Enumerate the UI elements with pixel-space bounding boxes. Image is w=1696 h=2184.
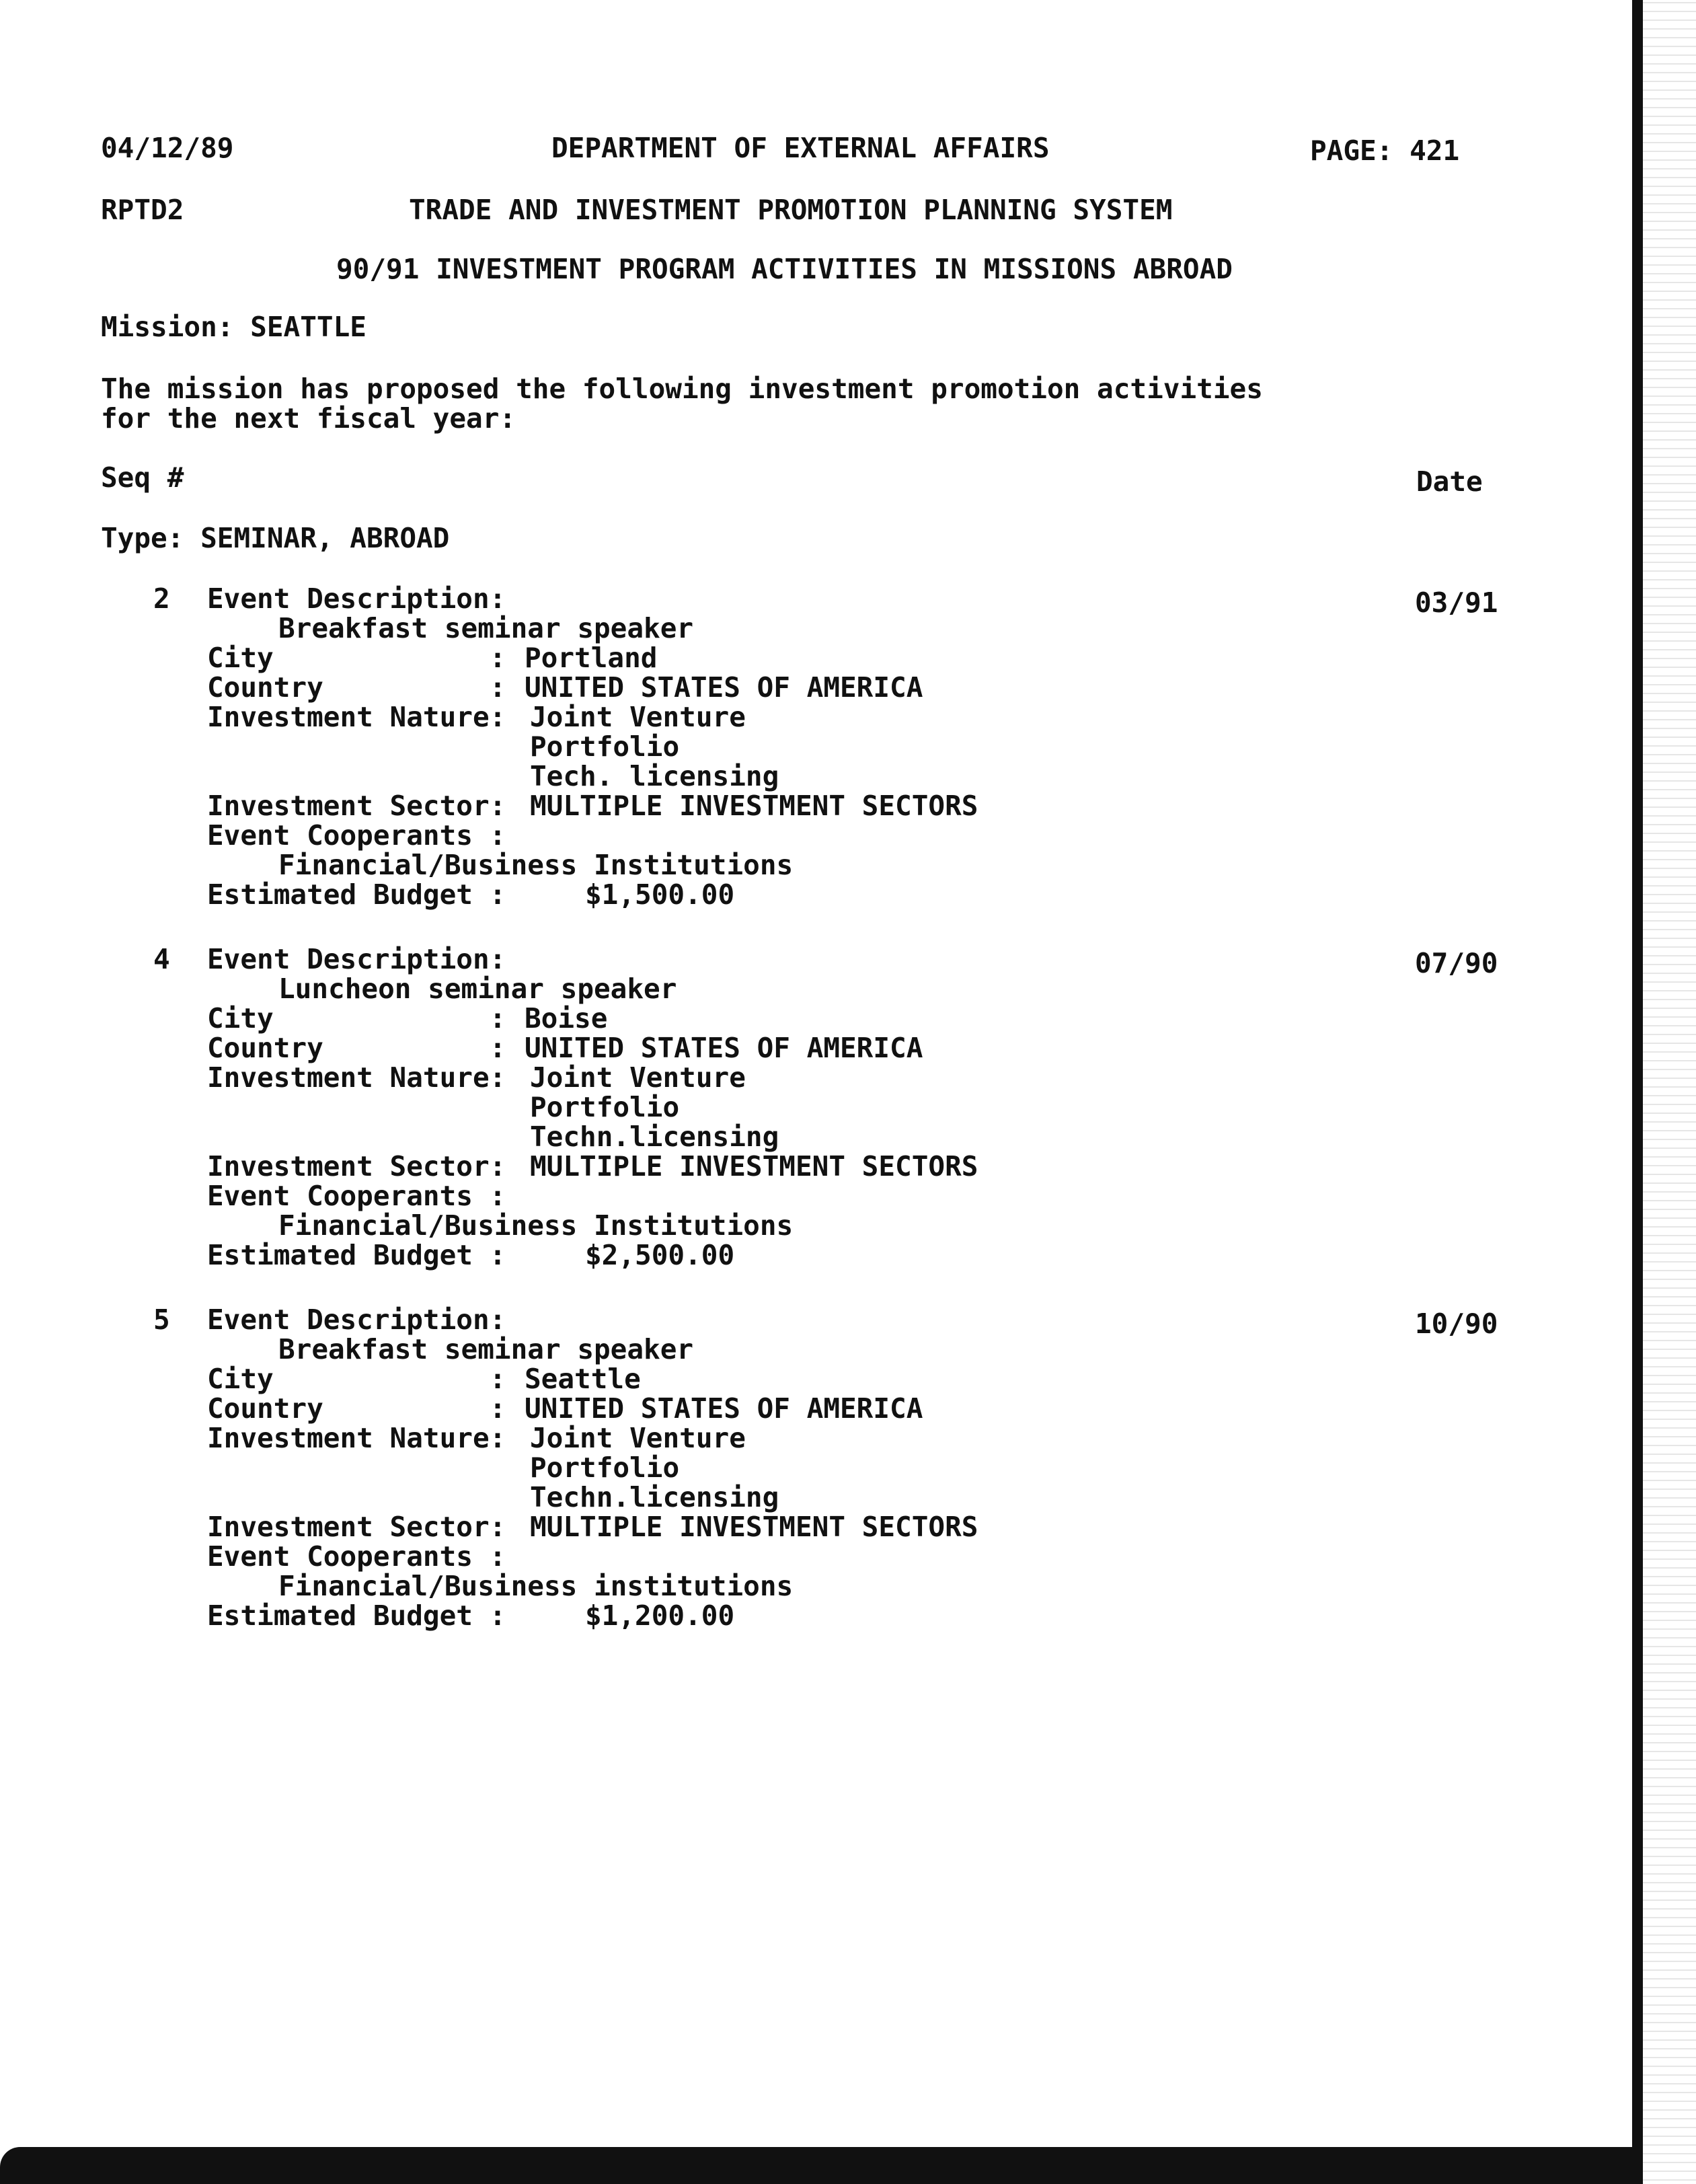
page-number: PAGE: 421	[1310, 135, 1460, 167]
event-seq: 2	[153, 582, 170, 615]
country-value: UNITED STATES OF AMERICA	[525, 671, 923, 704]
investment-nature-item: Joint Venture	[530, 1061, 746, 1094]
investment-nature-item: Tech. licensing	[530, 760, 779, 792]
event-cooperants-label: Event Cooperants :	[207, 819, 506, 852]
event-cooperants-label: Event Cooperants :	[207, 1540, 506, 1573]
investment-sector-value: MULTIPLE INVESTMENT SECTORS	[530, 1150, 978, 1182]
report-title: 90/91 INVESTMENT PROGRAM ACTIVITIES IN MISSIONS ABROAD	[336, 253, 1233, 285]
event-description-label: Event Description:	[207, 943, 506, 975]
event-date: 10/90	[1415, 1308, 1498, 1340]
investment-nature-label: Investment Nature:	[207, 1061, 506, 1094]
mission-line: Mission: SEATTLE	[101, 311, 367, 343]
estimated-budget-value: $1,500.00	[585, 878, 735, 911]
event-seq: 4	[153, 943, 170, 975]
estimated-budget-label: Estimated Budget :	[207, 1239, 506, 1271]
city-label: City :	[207, 1363, 506, 1395]
estimated-budget-value: $2,500.00	[585, 1239, 735, 1271]
investment-sector-label: Investment Sector:	[207, 1511, 506, 1543]
city-label: City :	[207, 642, 506, 674]
department-title: DEPARTMENT OF EXTERNAL AFFAIRS	[551, 132, 1050, 164]
event-cooperants-value: Financial/Business institutions	[278, 1570, 794, 1602]
intro-line-1: The mission has proposed the following investment promotion activities	[101, 373, 1263, 405]
investment-nature-label: Investment Nature:	[207, 701, 506, 733]
city-value: Boise	[525, 1002, 608, 1034]
date-column-header: Date	[1416, 465, 1483, 498]
country-label: Country :	[207, 671, 506, 704]
city-value: Portland	[525, 642, 658, 674]
scan-bottom-edge	[0, 2147, 1634, 2184]
event-cooperants-value: Financial/Business Institutions	[278, 849, 794, 881]
investment-nature-item: Techn.licensing	[530, 1121, 779, 1153]
investment-nature-item: Portfolio	[530, 1091, 680, 1123]
event-description: Breakfast seminar speaker	[278, 1333, 694, 1365]
investment-nature-item: Portfolio	[530, 1452, 680, 1484]
event-date: 07/90	[1415, 947, 1498, 979]
report-date: 04/12/89	[101, 132, 234, 164]
country-value: UNITED STATES OF AMERICA	[525, 1392, 923, 1425]
investment-sector-label: Investment Sector:	[207, 790, 506, 822]
report-code: RPTD2	[101, 194, 184, 226]
investment-nature-label: Investment Nature:	[207, 1422, 506, 1454]
investment-sector-value: MULTIPLE INVESTMENT SECTORS	[530, 790, 978, 822]
investment-nature-item: Techn.licensing	[530, 1481, 779, 1513]
estimated-budget-label: Estimated Budget :	[207, 1599, 506, 1632]
type-line: Type: SEMINAR, ABROAD	[101, 522, 450, 554]
city-value: Seattle	[525, 1363, 641, 1395]
city-label: City :	[207, 1002, 506, 1034]
investment-nature-item: Joint Venture	[530, 701, 746, 733]
system-title: TRADE AND INVESTMENT PROMOTION PLANNING SYSTEM	[409, 194, 1173, 226]
intro-line-2: for the next fiscal year:	[101, 402, 516, 435]
investment-nature-item: Joint Venture	[530, 1422, 746, 1454]
investment-sector-value: MULTIPLE INVESTMENT SECTORS	[530, 1511, 978, 1543]
investment-sector-label: Investment Sector:	[207, 1150, 506, 1182]
estimated-budget-label: Estimated Budget :	[207, 878, 506, 911]
event-description: Breakfast seminar speaker	[278, 612, 694, 644]
seq-column-header: Seq #	[101, 461, 184, 494]
country-label: Country :	[207, 1392, 506, 1425]
event-seq: 5	[153, 1304, 170, 1336]
event-date: 03/91	[1415, 587, 1498, 619]
event-cooperants-value: Financial/Business Institutions	[278, 1209, 794, 1242]
event-cooperants-label: Event Cooperants :	[207, 1180, 506, 1212]
investment-nature-item: Portfolio	[530, 730, 680, 763]
country-label: Country :	[207, 1032, 506, 1064]
event-description-label: Event Description:	[207, 1304, 506, 1336]
event-description-label: Event Description:	[207, 582, 506, 615]
event-description: Luncheon seminar speaker	[278, 973, 677, 1005]
scan-right-edge	[1632, 0, 1696, 2184]
estimated-budget-value: $1,200.00	[585, 1599, 735, 1632]
country-value: UNITED STATES OF AMERICA	[525, 1032, 923, 1064]
